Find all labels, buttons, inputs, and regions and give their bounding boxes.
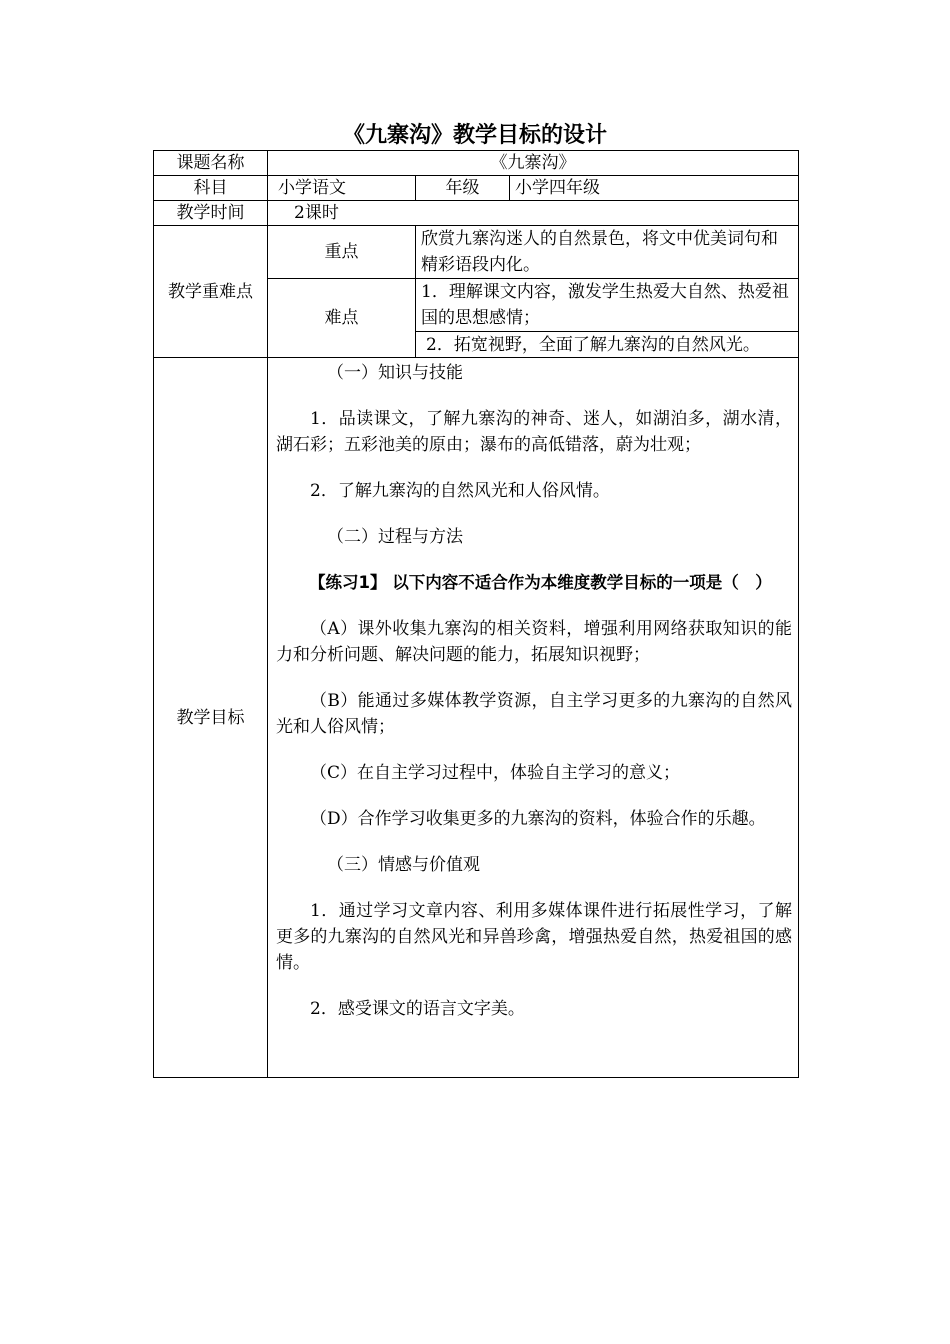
knowledge-item-2: 2．了解九寨沟的自然风光和人俗风情。	[310, 481, 610, 501]
grade-value: 小学四年级	[510, 176, 799, 201]
row-goals	[154, 358, 799, 1078]
option-a: （A）课外收集九寨沟的相关资料，增强利用网络获取知识的能力和分析问题、解决问题的能力，拓展知识视野；	[276, 619, 792, 665]
exercise-question: 【练习1】 以下内容不适合作为本维度教学目标的一项是（ ）	[309, 573, 772, 592]
course-name-label: 课题名称	[154, 151, 268, 176]
option-b: （B）能通过多媒体教学资源，自主学习更多的九寨沟的自然风光和人俗风情；	[276, 691, 792, 737]
hours-value: 2课时	[268, 201, 799, 226]
emotion-item-1: 1．通过学习文章内容、利用多媒体课件进行拓展性学习，了解更多的九寨沟的自然风光和异兽珍禽，增强热爱自然，热爱祖国的感情。	[276, 901, 792, 973]
goals-content	[268, 358, 799, 1078]
subject-value: 小学语文	[268, 176, 416, 201]
course-name-value: 《九寨沟》	[268, 151, 799, 176]
emotion-item-2: 2．感受课文的语言文字美。	[310, 999, 525, 1019]
grade-label: 年级	[416, 176, 510, 201]
row-course-name	[154, 151, 799, 176]
diff-label: 难点	[268, 279, 416, 358]
option-d: （D）合作学习收集更多的九寨沟的资料，体验合作的乐趣。	[310, 809, 766, 829]
lesson-plan-table	[153, 150, 799, 1078]
knowledge-item-1: 1．品读课文，了解九寨沟的神奇、迷人，如湖泊多，湖水清，湖石彩；五彩池美的原由；瀑布的高低错落，蔚为壮观；	[276, 409, 792, 455]
page-title: 《九寨沟》教学目标的设计	[342, 123, 607, 148]
row-key-point	[154, 226, 799, 279]
row-hours	[154, 201, 799, 226]
hours-label: 教学时间	[154, 201, 268, 226]
diff-text-1: 1．理解课文内容，激发学生热爱大自然、热爱祖国的思想感情；	[416, 279, 799, 332]
key-label: 重点	[268, 226, 416, 279]
key-text: 欣赏九寨沟迷人的自然景色，将文中优美词句和精彩语段内化。	[416, 226, 799, 279]
section-process-heading: （二）过程与方法	[327, 527, 463, 547]
focus-label: 教学重难点	[154, 226, 268, 358]
diff-text-2: 2．拓宽视野，全面了解九寨沟的自然风光。	[416, 332, 799, 358]
row-subject	[154, 176, 799, 201]
section-knowledge-heading: （一）知识与技能	[327, 363, 463, 383]
goals-label: 教学目标	[154, 358, 268, 1078]
subject-label: 科目	[154, 176, 268, 201]
section-emotion-heading: （三）情感与价值观	[327, 855, 480, 875]
option-c: （C）在自主学习过程中，体验自主学习的意义；	[310, 763, 681, 783]
